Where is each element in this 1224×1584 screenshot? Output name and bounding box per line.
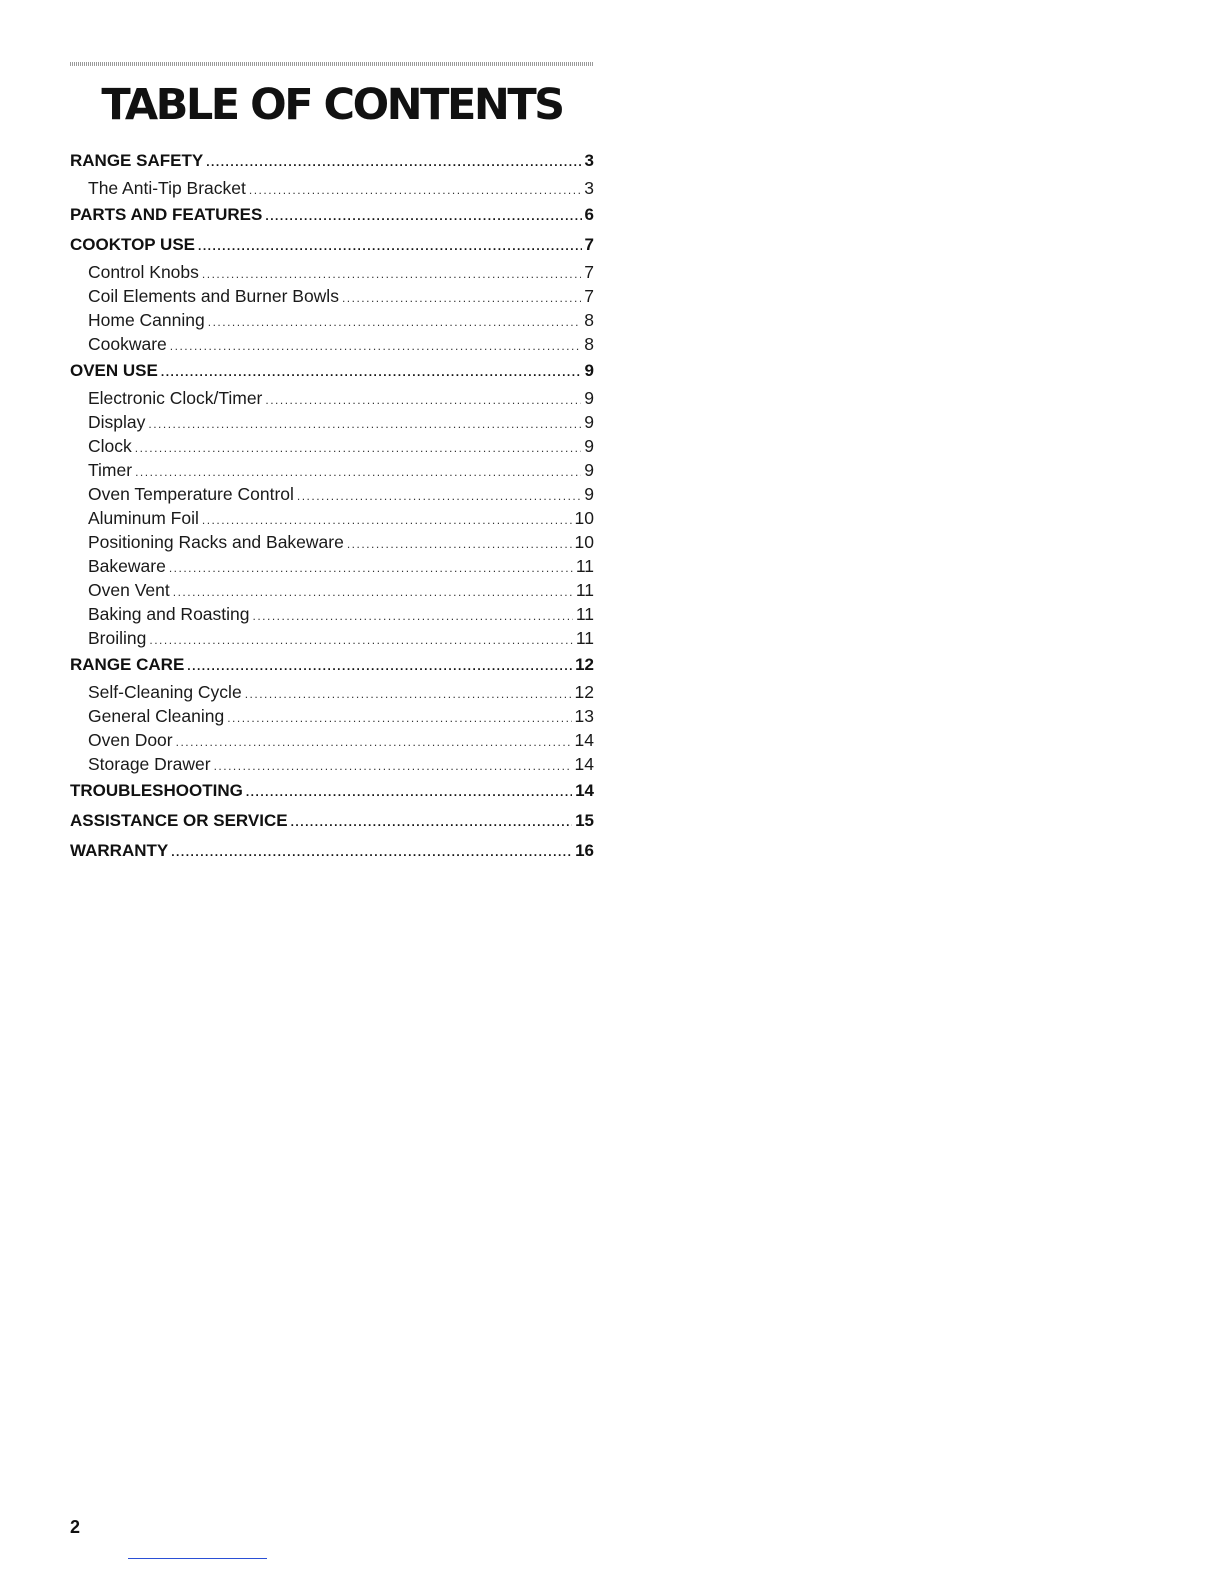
toc-subsection-entry[interactable] (70, 530, 594, 554)
footer-line (128, 1558, 267, 1559)
toc-entry-label: OVEN USE (70, 361, 158, 380)
toc-entry-page-number: 11 (575, 604, 594, 624)
toc-entry-label: Coil Elements and Burner Bowls (88, 286, 339, 306)
toc-entry-page-number: 9 (584, 388, 594, 408)
toc-section-entry[interactable] (70, 776, 594, 806)
toc-entry-label: TROUBLESHOOTING (70, 781, 243, 800)
toc-subsection-entry[interactable] (70, 434, 594, 458)
dot-leader (171, 837, 572, 866)
dot-leader (198, 231, 582, 260)
toc-entry-label: Control Knobs (88, 262, 199, 282)
toc-entry-label: ASSISTANCE OR SERVICE (70, 811, 288, 830)
toc-entry-page-number: 3 (584, 178, 594, 198)
toc-subsection-entry[interactable] (70, 386, 594, 410)
dot-leader (176, 730, 572, 752)
toc-section-entry[interactable] (70, 200, 594, 230)
toc-section-entry[interactable] (70, 356, 594, 386)
toc-subsection-entry[interactable] (70, 554, 594, 578)
dot-leader (253, 604, 573, 626)
dot-leader (148, 412, 581, 434)
toc-subsection-entry[interactable] (70, 680, 594, 704)
toc-entry-page-number: 11 (575, 556, 594, 576)
toc-entry-page-number: 13 (574, 706, 594, 726)
page-title: TABLE OF CONTENTS (101, 80, 563, 130)
dot-leader (169, 556, 573, 578)
toc-entry-page-number: 6 (584, 205, 594, 224)
toc-entry-label: Broiling (88, 628, 147, 648)
toc-entry-page-number: 7 (584, 286, 594, 306)
toc-subsection-entry[interactable] (70, 176, 594, 200)
toc-entry-page-number: 16 (575, 841, 594, 860)
toc-entry-page-number: 12 (574, 682, 594, 702)
dot-leader (161, 357, 582, 386)
toc-subsection-entry[interactable] (70, 260, 594, 284)
toc-entry-page-number: 7 (584, 235, 594, 254)
toc-subsection-entry[interactable] (70, 410, 594, 434)
toc-entry-page-number: 11 (575, 628, 594, 648)
toc-subsection-entry[interactable] (70, 332, 594, 356)
dot-leader (245, 682, 572, 704)
toc-entry-label: Bakeware (88, 556, 166, 576)
toc-entry-label: Timer (88, 460, 133, 480)
toc-entry-page-number: 10 (574, 532, 594, 552)
page-number: 2 (70, 1517, 81, 1537)
toc-entry-page-number: 12 (575, 655, 594, 674)
toc-entry-label: Oven Temperature Control (88, 484, 294, 504)
toc-section-entry[interactable] (70, 836, 594, 866)
toc-subsection-entry[interactable] (70, 506, 594, 530)
toc-entry-label: Home Canning (88, 310, 205, 330)
dot-leader (173, 580, 573, 602)
toc-entry-label: Cookware (88, 334, 167, 354)
toc-entry-page-number: 11 (575, 580, 594, 600)
toc-entry-label: General Cleaning (88, 706, 225, 726)
dot-leader (202, 262, 581, 284)
toc-entry-page-number: 8 (584, 334, 594, 354)
toc-subsection-entry[interactable] (70, 284, 594, 308)
header-rule (70, 62, 594, 66)
toc-entry-label: WARRANTY (70, 841, 169, 860)
toc-subsection-entry[interactable] (70, 626, 594, 650)
toc-entry-label: Storage Drawer (88, 754, 211, 774)
toc-entry-page-number: 15 (575, 811, 594, 830)
toc-subsection-entry[interactable] (70, 308, 594, 332)
toc-entry-page-number: 10 (574, 508, 594, 528)
toc-entry-page-number: 7 (584, 262, 594, 282)
toc-entry-label: The Anti-Tip Bracket (88, 178, 246, 198)
toc-subsection-entry[interactable] (70, 728, 594, 752)
toc-entry-label: Electronic Clock/Timer (88, 388, 263, 408)
toc-entry-page-number: 14 (575, 781, 594, 800)
toc-entry-label: Display (88, 412, 146, 432)
toc-section-entry[interactable] (70, 650, 594, 680)
toc-entry-page-number: 3 (584, 151, 594, 170)
toc-entry-page-number: 9 (584, 460, 594, 480)
toc-section-entry[interactable] (70, 806, 594, 836)
dot-leader (249, 178, 581, 200)
toc-entry-page-number: 9 (584, 436, 594, 456)
toc-entry-page-number: 9 (584, 484, 594, 504)
toc-entry-page-number: 9 (584, 361, 594, 380)
toc-entry-label: PARTS AND FEATURES (70, 205, 263, 224)
dot-leader (202, 508, 572, 530)
toc-entry-page-number: 14 (574, 754, 594, 774)
toc-subsection-entry[interactable] (70, 482, 594, 506)
dot-leader (246, 777, 572, 806)
table-of-contents (70, 146, 594, 866)
toc-entry-label: RANGE CARE (70, 655, 185, 674)
dot-leader (170, 334, 581, 356)
toc-entry-label: Self-Cleaning Cycle (88, 682, 242, 702)
dot-leader (291, 807, 572, 836)
toc-subsection-entry[interactable] (70, 458, 594, 482)
toc-entry-label: Oven Door (88, 730, 173, 750)
dot-leader (265, 388, 581, 410)
toc-entry-label: Clock (88, 436, 132, 456)
toc-entry-page-number: 14 (574, 730, 594, 750)
dot-leader (208, 310, 582, 332)
toc-section-entry[interactable] (70, 146, 594, 176)
toc-entry-page-number: 9 (584, 412, 594, 432)
toc-subsection-entry[interactable] (70, 578, 594, 602)
toc-entry-label: Baking and Roasting (88, 604, 250, 624)
toc-entry-label: RANGE SAFETY (70, 151, 204, 170)
toc-subsection-entry[interactable] (70, 752, 594, 776)
toc-entry-label: COOKTOP USE (70, 235, 196, 254)
dot-leader (347, 532, 572, 554)
toc-entry-label: Positioning Racks and Bakeware (88, 532, 344, 552)
dot-leader (297, 484, 581, 506)
toc-entry-label: Aluminum Foil (88, 508, 199, 528)
toc-entry-label: Oven Vent (88, 580, 170, 600)
toc-entry-page-number: 8 (584, 310, 594, 330)
dot-leader (206, 147, 581, 176)
dot-leader (265, 201, 581, 230)
toc-section-entry[interactable] (70, 230, 594, 260)
dot-leader (149, 628, 572, 650)
dot-leader (227, 706, 571, 728)
toc-subsection-entry[interactable] (70, 602, 594, 626)
dot-leader (214, 754, 572, 776)
dot-leader (187, 651, 572, 680)
toc-subsection-entry[interactable] (70, 704, 594, 728)
dot-leader (342, 286, 581, 308)
dot-leader (135, 436, 582, 458)
dot-leader (135, 460, 581, 482)
